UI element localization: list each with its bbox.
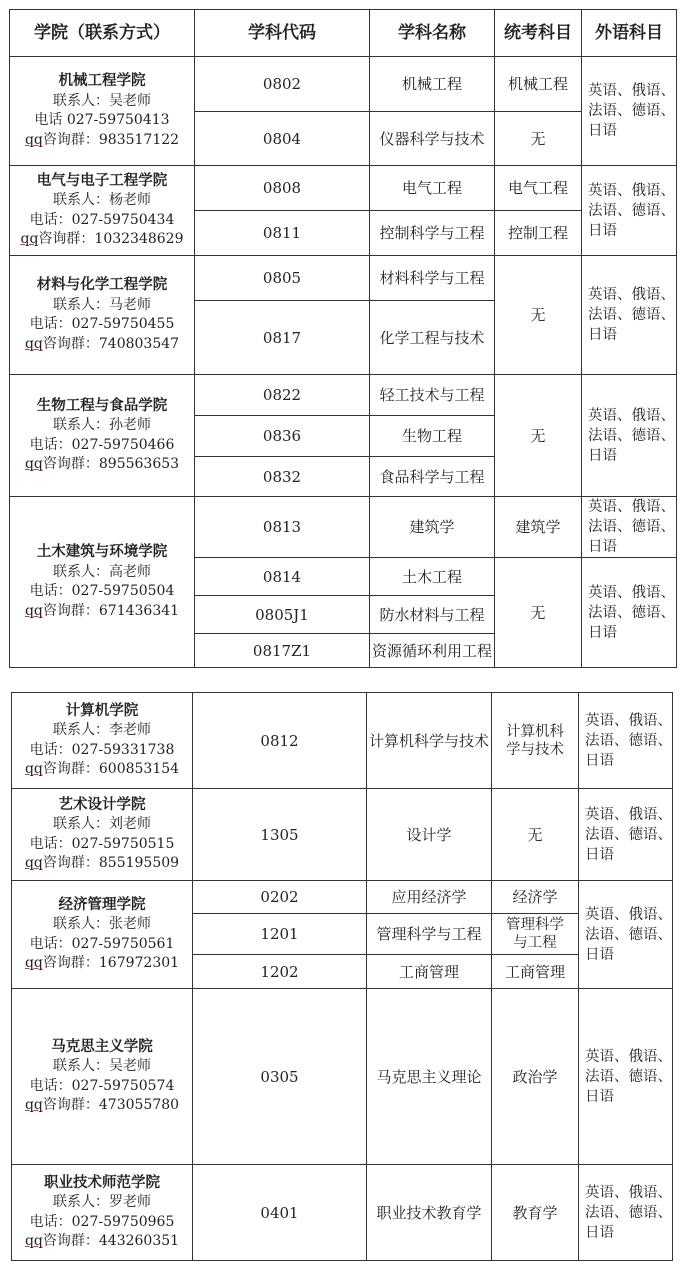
- subject-name: 电气工程: [370, 166, 495, 211]
- college-qq: qq咨询群：895563653: [24, 456, 180, 472]
- college-contact: 联系人：罗老师: [53, 1194, 151, 1210]
- table-row: [10, 57, 677, 112]
- table-row: [12, 989, 673, 1165]
- subject-code: 0202: [193, 881, 367, 914]
- header-language: 外语科目: [582, 10, 677, 57]
- college-contact: 联系人：高老师: [53, 563, 151, 580]
- exam-subject: 教育学: [492, 1165, 579, 1261]
- college-name: 电气与电子工程学院: [36, 172, 168, 189]
- college-contact: 联系人：马老师: [53, 296, 151, 313]
- subject-name: 管理科学与工程: [367, 914, 492, 955]
- college-phone: 电话：027-59750504: [29, 583, 175, 599]
- college-phone: 电话：027-59750434: [29, 211, 175, 228]
- exam-subject: 无: [495, 112, 582, 166]
- subject-code: 0805: [195, 256, 370, 301]
- subject-name: 土木工程: [370, 558, 495, 596]
- language-cell: 英语、俄语、 法语、德语、 日语: [579, 989, 673, 1165]
- exam-subject: 政治学: [492, 989, 579, 1165]
- subject-name: 资源循环利用工程: [370, 634, 495, 668]
- subject-name: 轻工技术与工程: [370, 375, 495, 416]
- college-qq: qq咨询群：1032348629: [20, 231, 184, 247]
- subject-code: 0805J1: [195, 596, 370, 634]
- exam-subject: 电气工程: [495, 166, 582, 211]
- language-cell: 英语、俄语、 法语、德语、 日语: [582, 558, 677, 668]
- college-cell: [12, 1165, 193, 1261]
- college-contact: 联系人：张老师: [53, 916, 151, 932]
- language-cell: 英语、俄语、 法语、德语、 日语: [582, 256, 677, 375]
- college-name: 材料与化学工程学院: [36, 277, 168, 293]
- subject-name: 化学工程与技术: [370, 301, 495, 375]
- subject-code: 1201: [193, 914, 367, 955]
- college-name: 生物工程与食品学院: [36, 397, 168, 414]
- college-contact: 联系人：李老师: [53, 722, 151, 738]
- college-contact: 联系人：吴老师: [53, 92, 151, 109]
- college-qq: qq咨询群：473055780: [24, 1097, 180, 1113]
- subject-code: 0802: [195, 57, 370, 112]
- table-row: [12, 881, 673, 914]
- college-qq: qq咨询群：983517122: [24, 131, 180, 148]
- language-cell: 英语、俄语、 法语、德语、 日语: [579, 1165, 673, 1261]
- subject-code: 1202: [193, 955, 367, 989]
- header-exam: 统考科目: [495, 10, 582, 57]
- college-name: 机械工程学院: [58, 73, 146, 89]
- college-contact: 联系人：吴老师: [53, 1058, 151, 1074]
- subject-code: 0822: [195, 375, 370, 416]
- exam-subject: 建筑学: [495, 497, 582, 558]
- college-phone: 电话：027-59750574: [29, 1077, 175, 1094]
- college-phone: 电话：027-59750561: [29, 935, 175, 952]
- college-contact: 联系人：杨老师: [53, 192, 151, 208]
- table-row: [10, 256, 677, 301]
- subject-code: 0813: [195, 497, 370, 558]
- college-cell: [12, 789, 193, 881]
- college-phone: 电话：027-59331738: [29, 741, 175, 758]
- exam-subject: 无: [495, 375, 582, 497]
- college-cell: [10, 497, 195, 668]
- language-cell: 英语、俄语、 法语、德语、 日语: [582, 497, 677, 558]
- language-cell: 英语、俄语、 法语、德语、 日语: [582, 57, 677, 166]
- table-row: [10, 375, 677, 416]
- table-row: [12, 693, 673, 789]
- exam-subject: 无: [495, 558, 582, 668]
- college-name: 职业技术师范学院: [44, 1174, 160, 1191]
- exam-subject: 控制工程: [495, 211, 582, 256]
- subject-code: 0401: [193, 1165, 367, 1261]
- subject-name: 仪器科学与技术: [370, 112, 495, 166]
- college-cell: [12, 881, 193, 989]
- table-row: [10, 497, 677, 558]
- college-phone: 电话：027-59750965: [29, 1213, 175, 1230]
- subject-name: 应用经济学: [367, 881, 492, 914]
- subject-name: 职业技术教育学: [367, 1165, 492, 1261]
- table-row: [10, 166, 677, 211]
- exam-subject: 无: [495, 256, 582, 375]
- subject-name: 控制科学与工程: [370, 211, 495, 256]
- subject-code: 0814: [195, 558, 370, 596]
- subject-name: 建筑学: [370, 497, 495, 558]
- exam-subject: 工商管理: [492, 955, 579, 989]
- exam-subject: 无: [492, 789, 579, 881]
- subject-code: 0811: [195, 211, 370, 256]
- college-phone: 电话：027-59750455: [29, 316, 175, 332]
- language-cell: 英语、俄语、 法语、德语、 日语: [579, 789, 673, 881]
- language-cell: 英语、俄语、 法语、德语、 日语: [579, 693, 673, 789]
- subject-code: 0804: [195, 112, 370, 166]
- table-header-row: [10, 10, 677, 57]
- college-phone: 电话：027-59750466: [29, 436, 175, 453]
- college-name: 计算机学院: [65, 702, 139, 719]
- subject-name: 生物工程: [370, 416, 495, 457]
- subject-code: 0305: [193, 989, 367, 1165]
- table-row: [12, 789, 673, 881]
- college-name: 艺术设计学院: [58, 796, 146, 813]
- exam-subject: 计算机科 学与技术: [492, 693, 579, 789]
- exam-subject: 管理科学 与工程: [492, 914, 579, 955]
- subject-name: 工商管理: [367, 955, 492, 989]
- college-name: 经济管理学院: [58, 896, 146, 913]
- subject-code: 0812: [193, 693, 367, 789]
- college-qq: qq咨询群：740803547: [24, 335, 180, 352]
- college-name: 土木建筑与环境学院: [36, 544, 168, 560]
- language-cell: 英语、俄语、 法语、德语、 日语: [582, 375, 677, 497]
- college-phone: 电话 027-59750413: [34, 112, 170, 128]
- college-cell: [10, 256, 195, 375]
- college-qq: qq咨询群：167972301: [24, 955, 180, 971]
- subject-name: 材料科学与工程: [370, 256, 495, 301]
- subject-code: 0832: [195, 457, 370, 497]
- subject-name: 计算机科学与技术: [367, 693, 492, 789]
- college-phone: 电话：027-59750515: [29, 835, 175, 852]
- college-cell: [10, 166, 195, 256]
- subject-name: 防水材料与工程: [370, 596, 495, 634]
- college-name: 马克思主义学院: [51, 1038, 153, 1055]
- subject-name: 设计学: [367, 789, 492, 881]
- college-cell: [12, 693, 193, 789]
- subject-code: 0808: [195, 166, 370, 211]
- college-cell: [10, 57, 195, 166]
- college-qq: qq咨询群：671436341: [24, 602, 180, 619]
- enrollment-table-bottom: [11, 692, 673, 1261]
- enrollment-table-top: [9, 9, 677, 668]
- header-code: 学科代码: [195, 10, 370, 57]
- college-cell: [12, 989, 193, 1165]
- subject-code: 0817Z1: [195, 634, 370, 668]
- table-row: [12, 1165, 673, 1261]
- college-qq: qq咨询群：443260351: [24, 1233, 180, 1249]
- subject-name: 机械工程: [370, 57, 495, 112]
- header-subject: 学科名称: [370, 10, 495, 57]
- exam-subject: 机械工程: [495, 57, 582, 112]
- language-cell: 英语、俄语、 法语、德语、 日语: [582, 166, 677, 256]
- exam-subject: 经济学: [492, 881, 579, 914]
- college-contact: 联系人：孙老师: [53, 417, 151, 433]
- header-college: 学院（联系方式）: [10, 10, 195, 57]
- subject-code: 0836: [195, 416, 370, 457]
- college-qq: qq咨询群：855195509: [24, 855, 180, 871]
- language-cell: 英语、俄语、 法语、德语、 日语: [579, 881, 673, 989]
- subject-name: 马克思主义理论: [367, 989, 492, 1165]
- college-contact: 联系人：刘老师: [53, 816, 151, 832]
- subject-name: 食品科学与工程: [370, 457, 495, 497]
- college-cell: [10, 375, 195, 497]
- subject-code: 0817: [195, 301, 370, 375]
- subject-code: 1305: [193, 789, 367, 881]
- college-qq: qq咨询群：600853154: [24, 761, 180, 777]
